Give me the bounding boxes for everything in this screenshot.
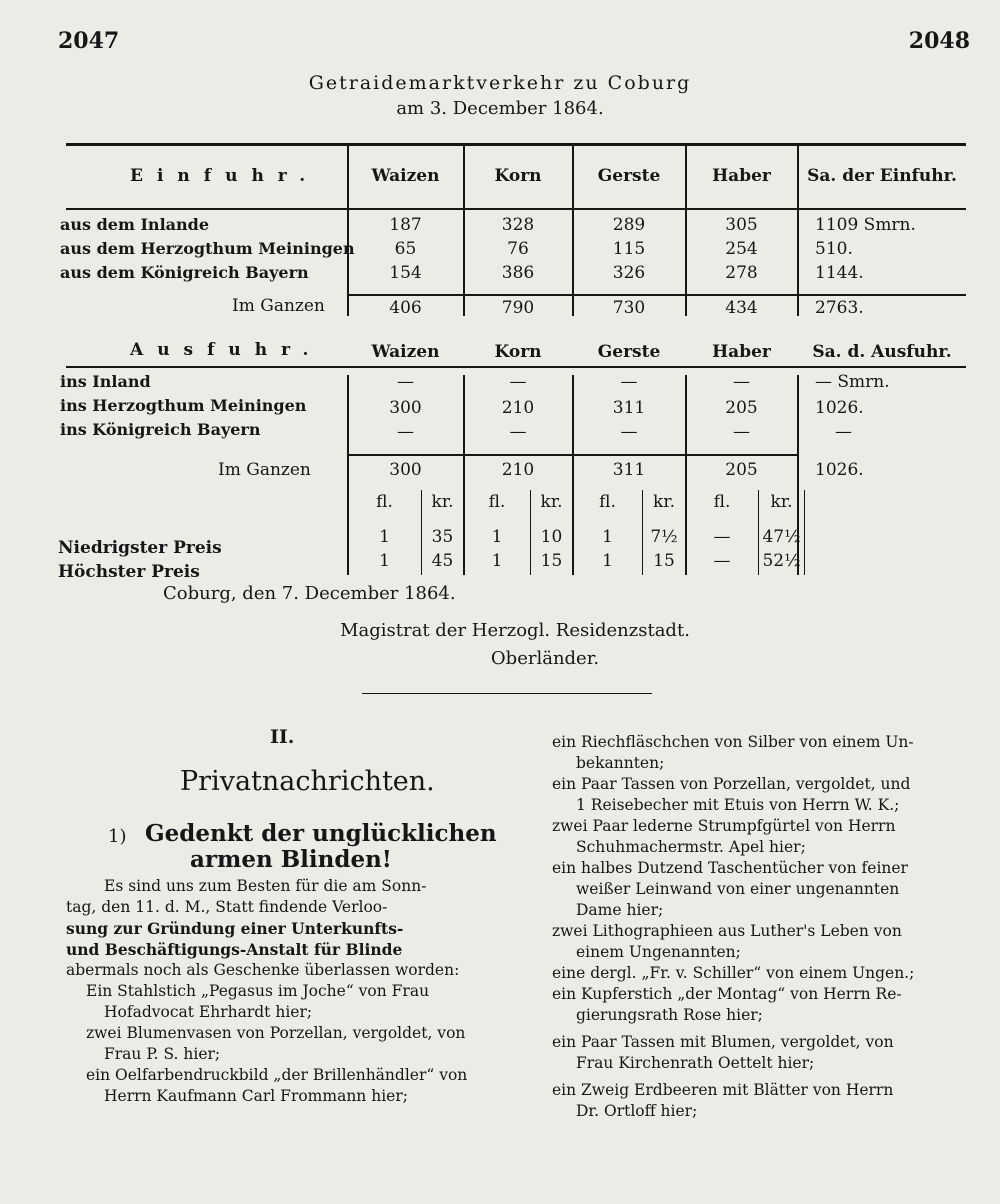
item-heading: Gedenkt der unglücklichen [145, 820, 497, 847]
ausfuhr-header-rule [66, 366, 966, 368]
price-unit: fl. [599, 492, 616, 512]
table-cell: — [397, 422, 414, 442]
table-cell: — [835, 422, 852, 442]
table-cell: 300 [389, 398, 422, 418]
table-cell: 300 [389, 460, 422, 480]
table-cell: 311 [612, 398, 646, 418]
price-unit: fl. [488, 492, 506, 512]
list-item: Frau P. S. hier; [104, 1045, 221, 1063]
page-subtitle: am 3. December 1864. [396, 98, 604, 119]
ausfuhr-col-sum: Sa. d. Ausfuhr. [812, 342, 952, 362]
list-item: gierungsrath Rose hier; [576, 1006, 763, 1024]
list-item: einem Ungenannten; [576, 943, 741, 961]
einfuhr-col-sum: Sa. der Einfuhr. [807, 166, 957, 186]
ausfuhr-col-haber: Haber [712, 342, 771, 362]
price-unit: kr. [540, 492, 563, 512]
left-column [66, 876, 476, 1107]
list-item: ein halbes Dutzend Taschentücher von feiner [552, 859, 908, 877]
section-divider [362, 693, 652, 694]
intro-line: sung zur Gründung einer Unterkunfts- [66, 919, 404, 938]
list-item: Herrn Kaufmann Carl Frommann hier; [104, 1087, 408, 1105]
ausfuhr-col-gerste: Gerste [597, 342, 661, 362]
intro-line: Es sind uns zum Besten für die am Sonn- [104, 877, 427, 895]
table-cell: 15 [540, 551, 563, 571]
einfuhr-row-label: aus dem Königreich Bayern [60, 263, 309, 282]
list-item: ein Paar Tassen von Porzellan, vergoldet, und [552, 775, 911, 793]
list-item: Hofadvocat Ehrhardt hier; [104, 1003, 313, 1021]
price-row-label: Höchster Preis [58, 562, 200, 582]
list-item: Ein Stahlstich „Pegasus im Joche“ von Frau [86, 982, 430, 1000]
table-cell: 154 [389, 263, 422, 283]
table-cell: 386 [501, 263, 535, 283]
list-item: eine dergl. „Fr. v. Schiller“ von einem Ungen.; [552, 964, 915, 982]
einfuhr-col-gerste: Gerste [597, 166, 661, 186]
table-cell: — [713, 551, 731, 571]
table-cell: — [713, 527, 731, 547]
list-item: Schuhmachermstr. Apel hier; [576, 838, 806, 856]
einfuhr-total-label: Im Ganzen [232, 296, 325, 316]
table-cell: 289 [612, 215, 646, 235]
list-item: bekannten; [576, 754, 665, 772]
table-cell: 1 [602, 527, 613, 547]
table-cell: 47½ [762, 527, 801, 547]
table-cell: 278 [725, 263, 758, 283]
list-item: ein Kupferstich „der Montag“ von Herrn Re- [552, 985, 902, 1003]
table-cell: 311 [612, 460, 646, 480]
item-heading: armen Blinden! [190, 846, 392, 873]
table-top-rule [66, 143, 966, 146]
list-item: 1 Reisebecher mit Etuis von Herrn W. K.; [576, 796, 900, 814]
einfuhr-total-rule [348, 294, 966, 296]
table-cell: 205 [725, 460, 758, 480]
table-cell: 305 [725, 215, 758, 235]
intro-line: abermals noch als Geschenke überlassen worden: [66, 961, 460, 979]
table-cell: 210 [501, 398, 535, 418]
table-cell: 1026. [815, 460, 864, 480]
table-cell: 1 [491, 527, 503, 547]
table-cell: — [733, 422, 750, 442]
table-cell: 1109 Smrn. [815, 215, 916, 235]
ausfuhr-row-label: ins Herzogthum Meiningen [60, 396, 307, 415]
table-cell: 1 [602, 551, 613, 571]
list-item: ein Riechfläschchen von Silber von einem Un- [552, 733, 914, 751]
price-unit: kr. [431, 492, 454, 512]
table-cell: 76 [507, 239, 529, 259]
table-cell: — [397, 372, 414, 392]
table-cell: — Smrn. [815, 372, 890, 392]
list-item: zwei Lithographieen aus Luther's Leben von [552, 922, 902, 940]
intro-line: tag, den 11. d. M., Statt findende Verloo- [66, 898, 388, 916]
table-cell: 326 [612, 263, 646, 283]
table-cell: 406 [389, 298, 422, 318]
table-cell: 730 [612, 298, 646, 318]
einfuhr-col-waizen: Waizen [371, 166, 440, 186]
intro-line: und Beschäftigungs-Anstalt für Blinde [66, 940, 403, 959]
einfuhr-row-label: aus dem Inlande [60, 215, 210, 234]
table-cell: 52½ [762, 551, 801, 571]
table-cell: — [620, 422, 638, 442]
table-cell: 65 [394, 239, 417, 259]
right-column [552, 732, 972, 1122]
price-row-label: Niedrigster Preis [58, 538, 222, 558]
einfuhr-header-rule [66, 208, 966, 210]
table-cell: 254 [725, 239, 758, 259]
table-cell: 115 [612, 239, 646, 259]
table-cell: 187 [389, 215, 422, 235]
price-unit: fl. [713, 492, 731, 512]
table-cell: 1144. [815, 263, 864, 283]
table-cell: 15 [653, 551, 675, 571]
item-number: 1) [108, 826, 127, 847]
table-cell: — [509, 372, 527, 392]
table-cell: 1026. [815, 398, 864, 418]
page-number-right: 2048 [908, 28, 970, 54]
list-item: ein Oelfarbendruckbild „der Brillenhändler“ von [86, 1066, 468, 1084]
table-cell: 2763. [815, 298, 864, 318]
einfuhr-label: Einfuhr. [130, 166, 320, 186]
price-unit: kr. [653, 492, 675, 512]
list-item: zwei Blumenvasen von Porzellan, vergoldet, von [86, 1024, 466, 1042]
ausfuhr-row-label: ins Inland [60, 372, 151, 391]
list-item: Frau Kirchenrath Oettelt hier; [576, 1054, 815, 1072]
table-cell: 10 [540, 527, 563, 547]
list-item: ein Paar Tassen mit Blumen, vergoldet, von [552, 1033, 894, 1051]
list-item: Dame hier; [576, 901, 664, 919]
list-item: Dr. Ortloff hier; [576, 1102, 698, 1120]
price-unit: kr. [770, 492, 793, 512]
table-cell: 328 [501, 215, 535, 235]
authority: Magistrat der Herzogl. Residenzstadt. [340, 620, 690, 641]
place-date: Coburg, den 7. December 1864. [163, 583, 456, 604]
table-cell: 1 [379, 527, 390, 547]
ausfuhr-label: Ausfuhr. [130, 340, 323, 360]
table-cell: 210 [501, 460, 535, 480]
section-title: Privatnachrichten. [180, 766, 435, 797]
table-cell: — [509, 422, 527, 442]
einfuhr-row-label: aus dem Herzogthum Meiningen [60, 239, 355, 258]
table-cell: 205 [725, 398, 758, 418]
ausfuhr-col-waizen: Waizen [371, 342, 440, 362]
table-cell: 1 [379, 551, 390, 571]
einfuhr-col-haber: Haber [712, 166, 771, 186]
table-cell: 434 [725, 298, 758, 318]
ausfuhr-total-label: Im Ganzen [218, 460, 311, 480]
table-cell: 35 [431, 527, 454, 547]
signature: Oberländer. [490, 648, 600, 669]
list-item: zwei Paar lederne Strumpfgürtel von Herrn [552, 817, 896, 835]
price-unit: fl. [376, 492, 393, 512]
ausfuhr-col-korn: Korn [494, 342, 542, 362]
table-cell: — [620, 372, 638, 392]
table-cell: — [733, 372, 750, 392]
list-item: ein Zweig Erdbeeren mit Blätter von Herrn [552, 1081, 894, 1099]
ausfuhr-row-label: ins Königreich Bayern [60, 420, 261, 439]
einfuhr-col-korn: Korn [494, 166, 542, 186]
page-title: Getraidemarktverkehr zu Coburg [308, 72, 692, 94]
table-cell: 45 [431, 551, 454, 571]
table-cell: 510. [815, 239, 853, 259]
section-number: II. [270, 726, 295, 748]
table-cell: 1 [491, 551, 503, 571]
list-item: weißer Leinwand von einer ungenannten [576, 880, 900, 898]
page-number-left: 2047 [58, 28, 120, 54]
table-cell: 790 [501, 298, 535, 318]
table-cell: 7½ [650, 527, 678, 547]
